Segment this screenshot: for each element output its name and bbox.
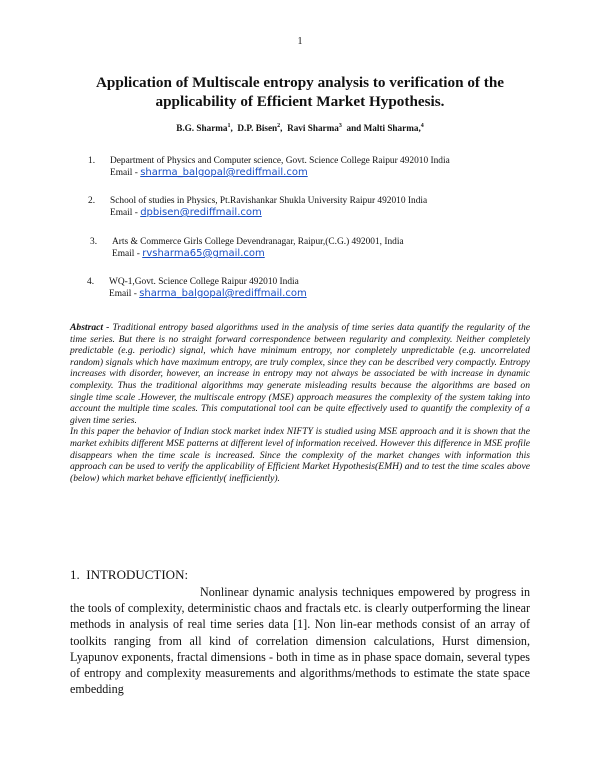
email-link[interactable]: dpbisen@rediffmail.com — [140, 207, 262, 218]
author-separator: , — [230, 123, 238, 133]
affiliation-text: WQ-1,Govt. Science College Raipur 492010 India — [109, 277, 299, 287]
email-line — [87, 288, 557, 300]
affiliation-item — [90, 236, 560, 260]
abstract-paragraph-1 — [70, 322, 530, 426]
email-label: Email - — [110, 168, 141, 178]
email-label: Email - — [109, 289, 140, 299]
affiliation-text: Arts & Commerce Girls College Devendranagar, Raipur,(C.G.) 492001, India — [112, 237, 404, 247]
affiliation-item — [88, 155, 558, 179]
author-name: D.P. Bisen — [237, 123, 278, 133]
email-link[interactable]: sharma_balgopal@rediffmail.com — [140, 167, 308, 178]
affiliation-number: 4. — [87, 277, 95, 287]
abstract-paragraph-2: In this paper the behavior of Indian stock market index NIFTY is studied using MSE approach and it is shown that the market exhibits different MSE patterns at different level of information received. However this difference in MSE profile disappears when the time scale is increased. Since the complexity of the market changes with information this approach can be used to verify the applicability of Efficient Market Hypothesis(EMH) and to test the time scales above (below) which market behave efficiently( inefficiently). — [70, 426, 530, 484]
author-affil-mark: 2 — [277, 123, 281, 129]
author-name: Ravi Sharma — [287, 123, 339, 133]
author-name: Malti Sharma, — [363, 123, 421, 133]
author-affil-mark: 4 — [420, 123, 424, 129]
author-affil-mark: 3 — [338, 123, 342, 129]
affiliation-number: 1. — [88, 156, 96, 166]
email-line — [88, 207, 558, 219]
abstract-label: Abstract - — [70, 322, 113, 333]
introduction-body: Nonlinear dynamic analysis techniques empowered by progress in the tools of complexity, deterministic chaos and fractals etc. is clearly outperforming the linear methods in analysis of real time series data [1]. Non lin-ear methods consist of an array of toolkits ranging from all kind of correlation dimension calculations, Hurst dimension, Lyapunov exponents, fractal dimensions - both in time as in phase space domain, several types of entropy and complexity measurements and algorithms/methods to estimate the state space embedding — [70, 585, 530, 697]
section-heading-introduction: 1. INTRODUCTION: — [70, 567, 189, 582]
title-line-2: applicability of Efficient Market Hypothesis. — [155, 93, 445, 110]
email-link[interactable]: rvsharma65@gmail.com — [142, 248, 265, 259]
abstract — [70, 322, 530, 484]
email-link[interactable]: sharma_balgopal@rediffmail.com — [139, 288, 307, 299]
affiliation-item — [88, 195, 558, 219]
email-label: Email - — [112, 249, 143, 259]
email-line — [88, 167, 558, 179]
affiliation-number: 3. — [90, 237, 98, 247]
title-line-1: Application of Multiscale entropy analysis to verification of the — [95, 74, 505, 91]
author-list — [60, 123, 540, 133]
email-line — [90, 248, 560, 260]
page-number: 1 — [297, 36, 303, 47]
affiliation-item — [87, 276, 557, 300]
affiliation-number: 2. — [88, 196, 96, 206]
affiliation-text: Department of Physics and Computer science, Govt. Science College Raipur 492010 India — [110, 156, 450, 166]
paper-title — [60, 73, 540, 111]
author-name: B.G. Sharma — [176, 123, 228, 133]
author-separator: , — [280, 123, 288, 133]
abstract-text: Traditional entropy based algorithms used in the analysis of time series data quantify the regularity of the time series. But there is no straight forward correspondence between regularity and complexity. Neither completely predictable (e.g. periodic) signal, which have minimum entropy, nor completely unpredictable (e.g. uncorrelated random) signals which have maximum entropy, are truly complex, since they can be described very compactly. Entropy increases with disorder, however, an increase in entropy may not always be associated be with increase in dynamic complexity. Thus the traditional algorithms may generate misleading results because the algorithms are based on single time scale .However, the multiscale entropy (MSE) approach measures the complexity of the system taking into account the multiple time scales. This computational tool can be quite effectively used to quantify the complexity of a given time series. — [70, 322, 530, 426]
email-label: Email - — [110, 208, 141, 218]
author-affil-mark: 1 — [227, 123, 231, 129]
author-separator: and — [341, 123, 364, 133]
affiliation-list — [88, 155, 558, 300]
affiliation-text: School of studies in Physics, Pt.Ravishankar Shukla University Raipur 492010 India — [110, 196, 428, 206]
